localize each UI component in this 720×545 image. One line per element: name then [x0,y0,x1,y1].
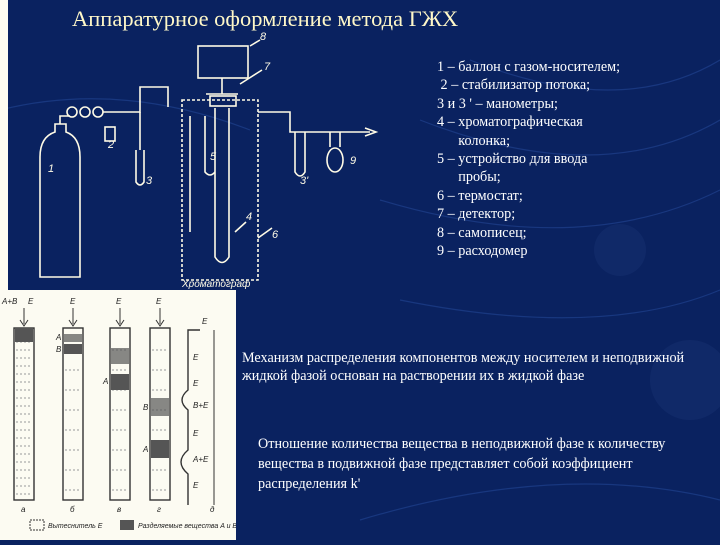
peak-label: E [193,353,199,362]
zone-a-g [151,440,169,458]
legend-item: пробы; [437,169,501,186]
label-9: 9 [350,155,357,167]
legend-components-label: Разделяемые вещества A и B [138,523,236,530]
zone-label: А [103,377,109,386]
legend-swatch-carrier [30,520,44,530]
label-4: 4 [246,211,253,223]
legend-item: 5 – устройство для ввода [437,151,588,168]
legend-item: колонка; [437,132,511,149]
zone-label: В [56,345,62,354]
peak-label: A+E [193,455,209,464]
bottom-label: д [210,505,215,514]
label-5: 5 [210,151,217,163]
apparatus-schema [10,32,422,290]
peak-label: E [193,481,199,490]
peak-label: E [193,379,199,388]
legend-item: 3 и 3 ' – манометры; [437,95,558,112]
zone-b-v [111,348,129,364]
top-label: E [202,317,208,326]
flowmeter [327,148,343,172]
zone-label: А [143,445,149,454]
component-legend [437,58,707,260]
bottom-label: в [117,505,122,514]
slide-title: Аппаратурное оформление метода ГЖХ [72,6,459,31]
legend-item: 8 – самописец; [437,224,527,241]
apparatus-schema-panel [10,32,422,290]
detector [210,96,236,106]
zone-b-b [64,334,82,342]
legend-item: 6 – термостат; [437,187,523,204]
separation-diagram [0,290,236,540]
gas-cylinder [40,124,80,277]
bottom-label: а [21,505,26,514]
zone-label: В [143,403,149,412]
bottom-label: г [157,505,161,514]
legend-carrier-label: Вытеснитель E [48,523,103,530]
zone-b-g [151,398,169,416]
peak-label: E [193,429,199,438]
label-3prime: 3' [300,175,309,187]
bottom-label: б [70,505,75,514]
label-1: 1 [48,163,55,175]
zone-ab-a [15,328,33,342]
peak-label: B+E [193,401,209,410]
legend-item: 4 – хроматографическая [437,114,583,131]
top-label: E [28,297,34,306]
top-label: E [116,297,122,306]
zone-label: А [56,333,62,342]
manometer-3 [136,112,144,185]
label-2: 2 [108,139,115,151]
top-label: E [70,297,76,306]
zone-a-b [64,344,82,354]
column-4 [215,108,229,263]
legend-item: 7 – детектор; [437,206,516,223]
top-label: E [156,297,162,306]
manometer-3prime [295,132,305,176]
legend-swatch-components [120,520,134,530]
thermostat-caption: Хроматограф [182,279,251,290]
legend-item: 1 – баллон с газом-носителем; [437,59,621,75]
zone-a-v [111,374,129,390]
label-6: 6 [272,229,279,241]
label-8: 8 [260,32,267,43]
recorder [198,46,248,78]
thermostat [182,100,258,280]
separation-diagram-panel [0,290,236,540]
coefficient-text: Отношение количества вещества в неподвижной фазе к количеству вещества в подвижной фазе представляет собой коэффициент распределения k' [258,436,666,492]
label-7: 7 [264,61,271,73]
label-3: 3 [146,175,153,187]
top-label: A+B [2,297,18,306]
legend-item: 2 – стабилизатор потока; [437,77,591,94]
mechanism-text: Механизм распределения компонентов между носителем и неподвижной жидкой фазой основан на растворении их в жидкой фазе [242,350,685,385]
legend-item: 9 – расходомер [437,243,528,260]
